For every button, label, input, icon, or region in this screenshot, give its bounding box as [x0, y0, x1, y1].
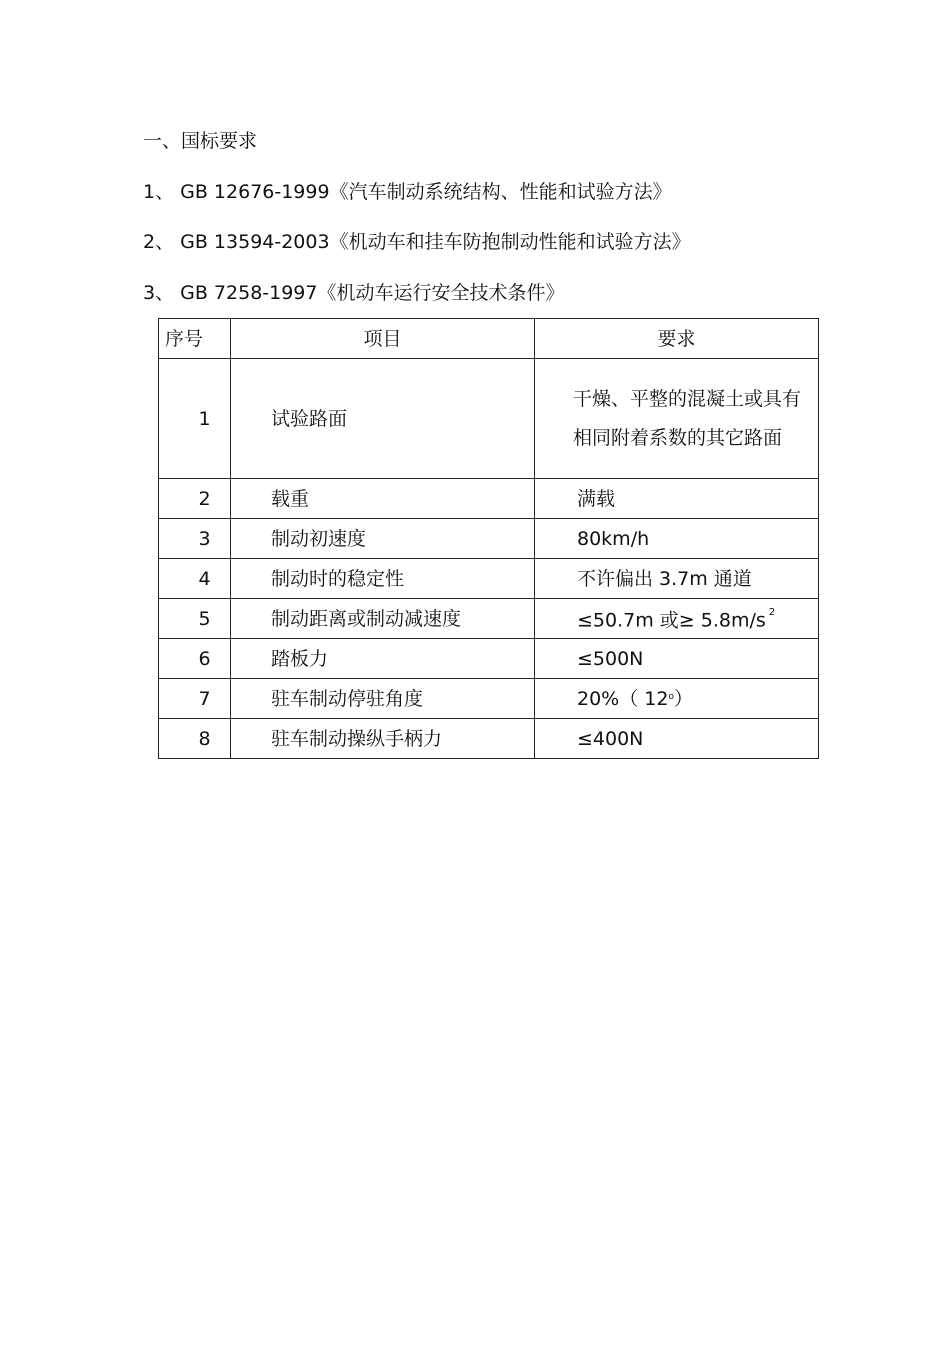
table-row — [159, 479, 819, 519]
requirements-table — [158, 318, 819, 759]
row-item: 驻车制动操纵手柄力 — [231, 719, 535, 759]
row-requirement: 80km/h — [535, 519, 819, 559]
row-no: 1 — [159, 359, 231, 479]
standard-item-3: 3、 GB 7258-1997《机动车运行安全技术条件》 — [143, 282, 565, 304]
row-no: 4 — [159, 559, 231, 599]
table-row — [159, 639, 819, 679]
table-row — [159, 519, 819, 559]
row-item: 载重 — [231, 479, 535, 519]
squared-superscript: 2 — [768, 606, 776, 618]
row-item: 制动距离或制动减速度 — [231, 599, 535, 639]
table-row — [159, 359, 819, 479]
requirement-text: 20%（ 12 — [577, 687, 669, 710]
section-heading: 一、国标要求 — [143, 130, 258, 152]
table-row — [159, 679, 819, 719]
standard-item-2: 2、 GB 13594-2003《机动车和挂车防抱制动性能和试验方法》 — [143, 231, 691, 253]
row-item: 试验路面 — [231, 359, 535, 479]
row-requirement — [535, 679, 819, 719]
row-item: 驻车制动停驻角度 — [231, 679, 535, 719]
row-requirement: 干燥、平整的混凝土或具有相同附着系数的其它路面 — [535, 359, 819, 479]
row-requirement: 不许偏出 3.7m 通道 — [535, 559, 819, 599]
row-requirement: 满载 — [535, 479, 819, 519]
row-item: 制动时的稳定性 — [231, 559, 535, 599]
requirement-text: ≤50.7m 或≥ 5.8m/s — [577, 609, 766, 632]
header-no: 序号 — [159, 319, 231, 359]
row-item: 踏板力 — [231, 639, 535, 679]
table-row — [159, 599, 819, 639]
row-no: 7 — [159, 679, 231, 719]
table-header-row — [159, 319, 819, 359]
standard-item-1: 1、 GB 12676-1999《汽车制动系统结构、性能和试验方法》 — [143, 181, 672, 203]
table-row — [159, 559, 819, 599]
degree-superscript: o — [668, 691, 674, 702]
row-no: 2 — [159, 479, 231, 519]
row-no: 6 — [159, 639, 231, 679]
header-requirement: 要求 — [535, 319, 819, 359]
row-no: 5 — [159, 599, 231, 639]
row-requirement: ≤500N — [535, 639, 819, 679]
requirement-text-end: ） — [673, 687, 693, 710]
header-item: 项目 — [231, 319, 535, 359]
row-no: 3 — [159, 519, 231, 559]
row-requirement: ≤400N — [535, 719, 819, 759]
table-row — [159, 719, 819, 759]
row-requirement — [535, 599, 819, 639]
row-no: 8 — [159, 719, 231, 759]
row-item: 制动初速度 — [231, 519, 535, 559]
